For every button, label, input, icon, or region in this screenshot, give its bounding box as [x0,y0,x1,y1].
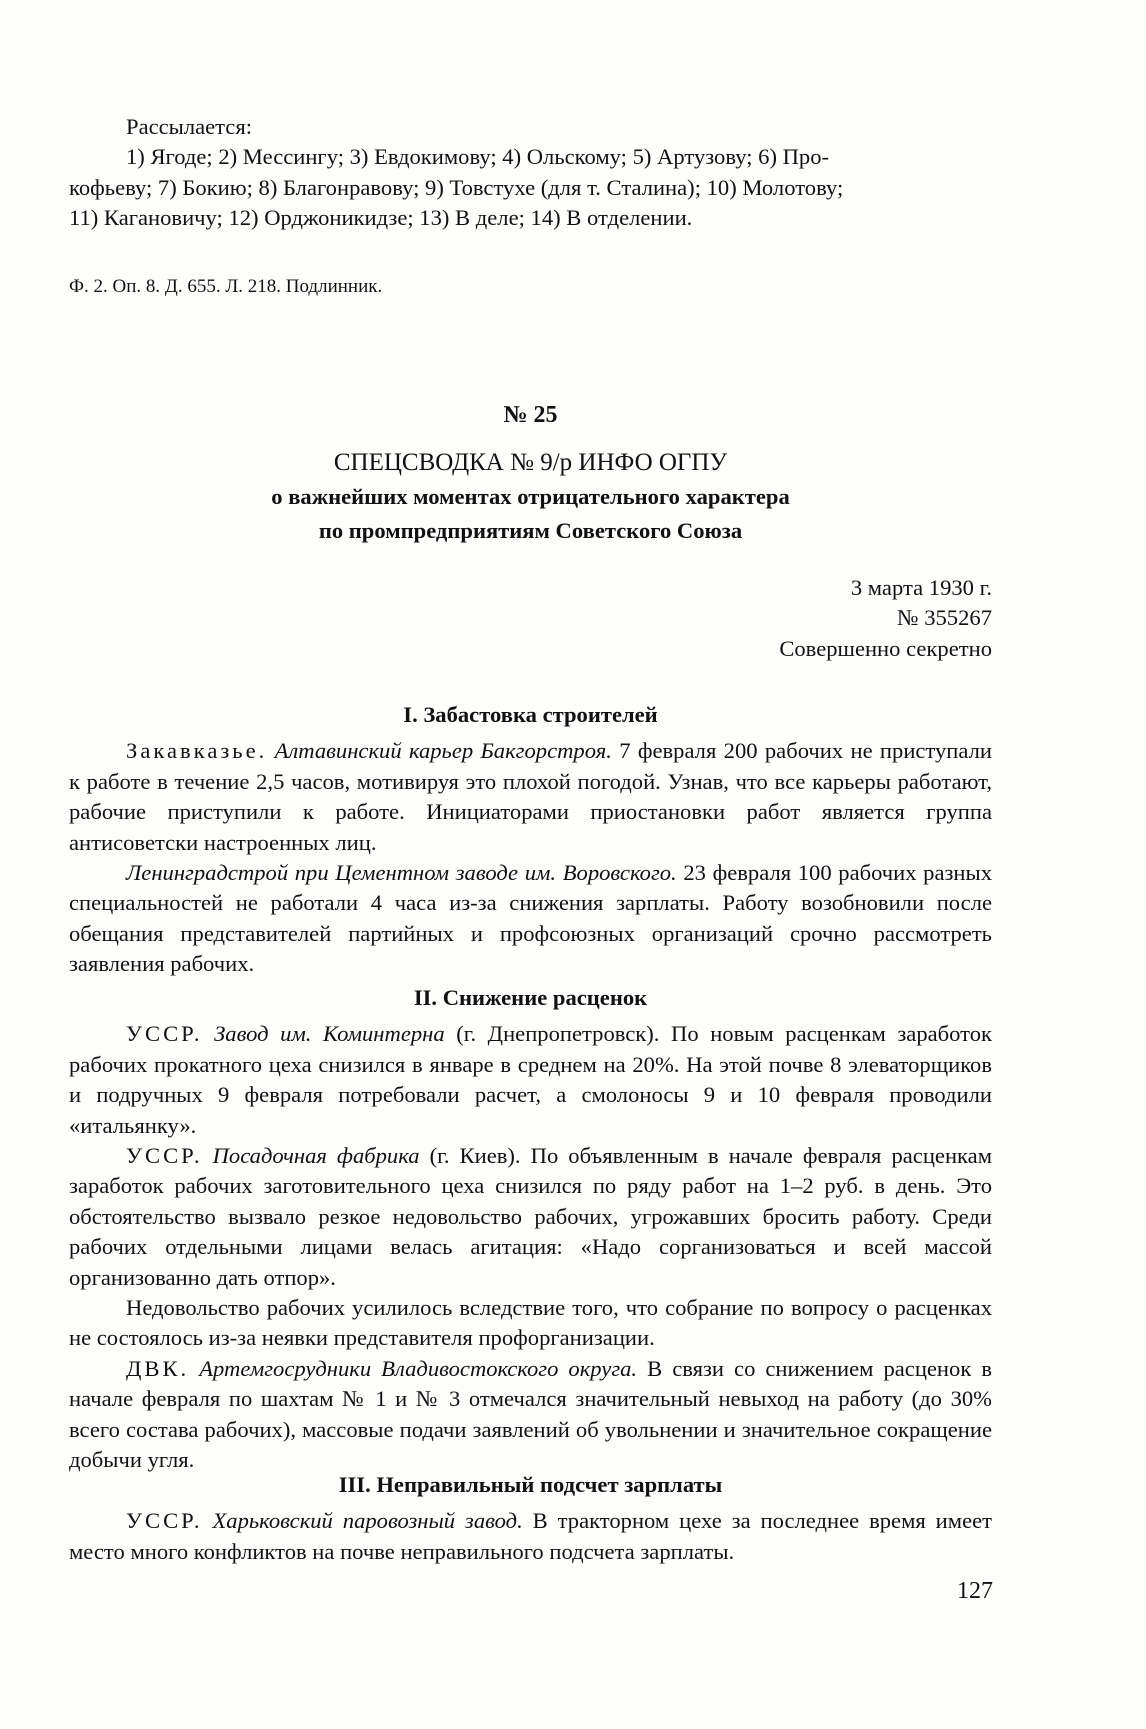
paragraph [69,1354,992,1476]
distribution-heading: Рассылается: [126,114,253,139]
place-name: Артемгосрудники Владивостокского округа. [199,1355,638,1381]
document-date: 3 марта 1930 г. [850,575,992,600]
document-number: № 25 [503,402,558,428]
paragraph-text: 7 февраля 200 рабочих не приступали к работе в течение 2,5 часов, мотивируя это плохой погодой. Узнав, что все карьеры работают, рабочие приступили к работе. Инициаторами приостановки работ является группа антисоветски настроенных лиц. [69,738,992,855]
distribution-line: кофьеву; 7) Бокию; 8) Благонравову; 9) Товстухе (для т. Сталина); 10) Молотову; [69,174,844,200]
place-name: Харьковский паровозный завод. [212,1508,523,1534]
place-name: Посадочная фабрика [212,1143,420,1169]
paragraph-text: 23 февраля 100 рабочих разных специальностей не работали 4 часа из-за снижения зарплаты. Работу возобновили после обещания представителей партийных и профсоюзных организаций срочно рассмотреть заявления рабочих. [69,860,993,977]
page-number: 127 [957,1578,993,1604]
region-label: ДВК. [126,1355,190,1381]
document-title: СПЕЦСВОДКА № 9/р ИНФО ОГПУ [333,449,728,476]
place-name: Ленинградстрой при Цементном заводе им. Воровского. [126,860,677,886]
section-heading: III. Неправильный подсчет зарплаты [338,1472,723,1497]
registration-number: № 355267 [897,605,992,631]
meta-block [69,573,992,664]
section-heading: II. Снижение расценок [413,985,648,1010]
paragraph [69,736,992,858]
paragraph [69,1019,992,1141]
region-label: УССР. [126,1021,203,1047]
doc-number-block [69,400,992,430]
distribution-line: 11) Кагановичу; 12) Орджоникидзе; 13) В деле; 14) В отделении. [69,205,693,231]
document-subtitle: по промпредприятиям Советского Союза [318,518,743,543]
paragraph-text: В связи со снижением расценок в начале февраля по шахтам № 1 и № 3 отмечался значительный невыход на работу (до 30% всего состава рабочих), массовые подачи заявлений об увольнении и значительное сокращение добычи угля. [69,1355,992,1473]
section-3 [69,1470,992,1567]
paragraph [69,1506,992,1567]
classification: Совершенно секретно [779,635,992,661]
document-subtitle: о важнейших моментах отрицательного характера [271,484,790,509]
title-block [69,446,992,548]
region-label: Закавказье. [126,738,268,764]
place-name: Алтавинский карьер Бакгорстроя. [274,738,612,764]
archive-reference-block [69,272,992,302]
paragraph-text: В тракторном цехе за последнее время имеет место много конфликтов на почве неправильного подсчета зарплаты. [69,1508,992,1564]
paragraph [69,1141,992,1293]
section-2 [69,983,992,1476]
distribution-block [69,112,992,234]
archive-reference: Ф. 2. Оп. 8. Д. 655. Л. 218. Подлинник. [69,276,383,297]
region-label: УССР. [126,1143,203,1169]
place-name: Завод им. Коминтерна [214,1021,445,1047]
paragraph-text: (г. Киев). По объявленным в начале февраля расценкам заработок рабочих заготовительного цеха снизился по ряду работ на 1–2 руб. в день. Это обстоятельство вызвало резкое недовольство рабочих, угрожавших бросить работу. Среди рабочих отдельными лицами велась агитация: «Надо сорганизоваться и всей массой организованно дать отпор». [69,1143,992,1290]
distribution-line: 1) Ягоде; 2) Мессингу; 3) Евдокимову; 4) Ольскому; 5) Артузову; 6) Про- [126,144,830,170]
region-label: УССР. [126,1508,203,1534]
paragraph: Недовольство рабочих усилилось вследствие того, что собрание по вопросу о расценках не состоялось из-за неявки представителя профорганизации. [69,1295,992,1351]
paragraph-text: (г. Днепропетровск). По новым расценкам заработок рабочих прокатного цеха снизился в январе в среднем на 20%. На этой почве 8 элеваторщиков и подручных 9 февраля потребовали расчет, а смолоносы 9 и 10 февраля проводили «итальянку». [69,1021,992,1138]
section-1 [69,700,992,980]
paragraph [69,858,992,980]
section-heading: I. Забастовка строителей [403,702,658,727]
